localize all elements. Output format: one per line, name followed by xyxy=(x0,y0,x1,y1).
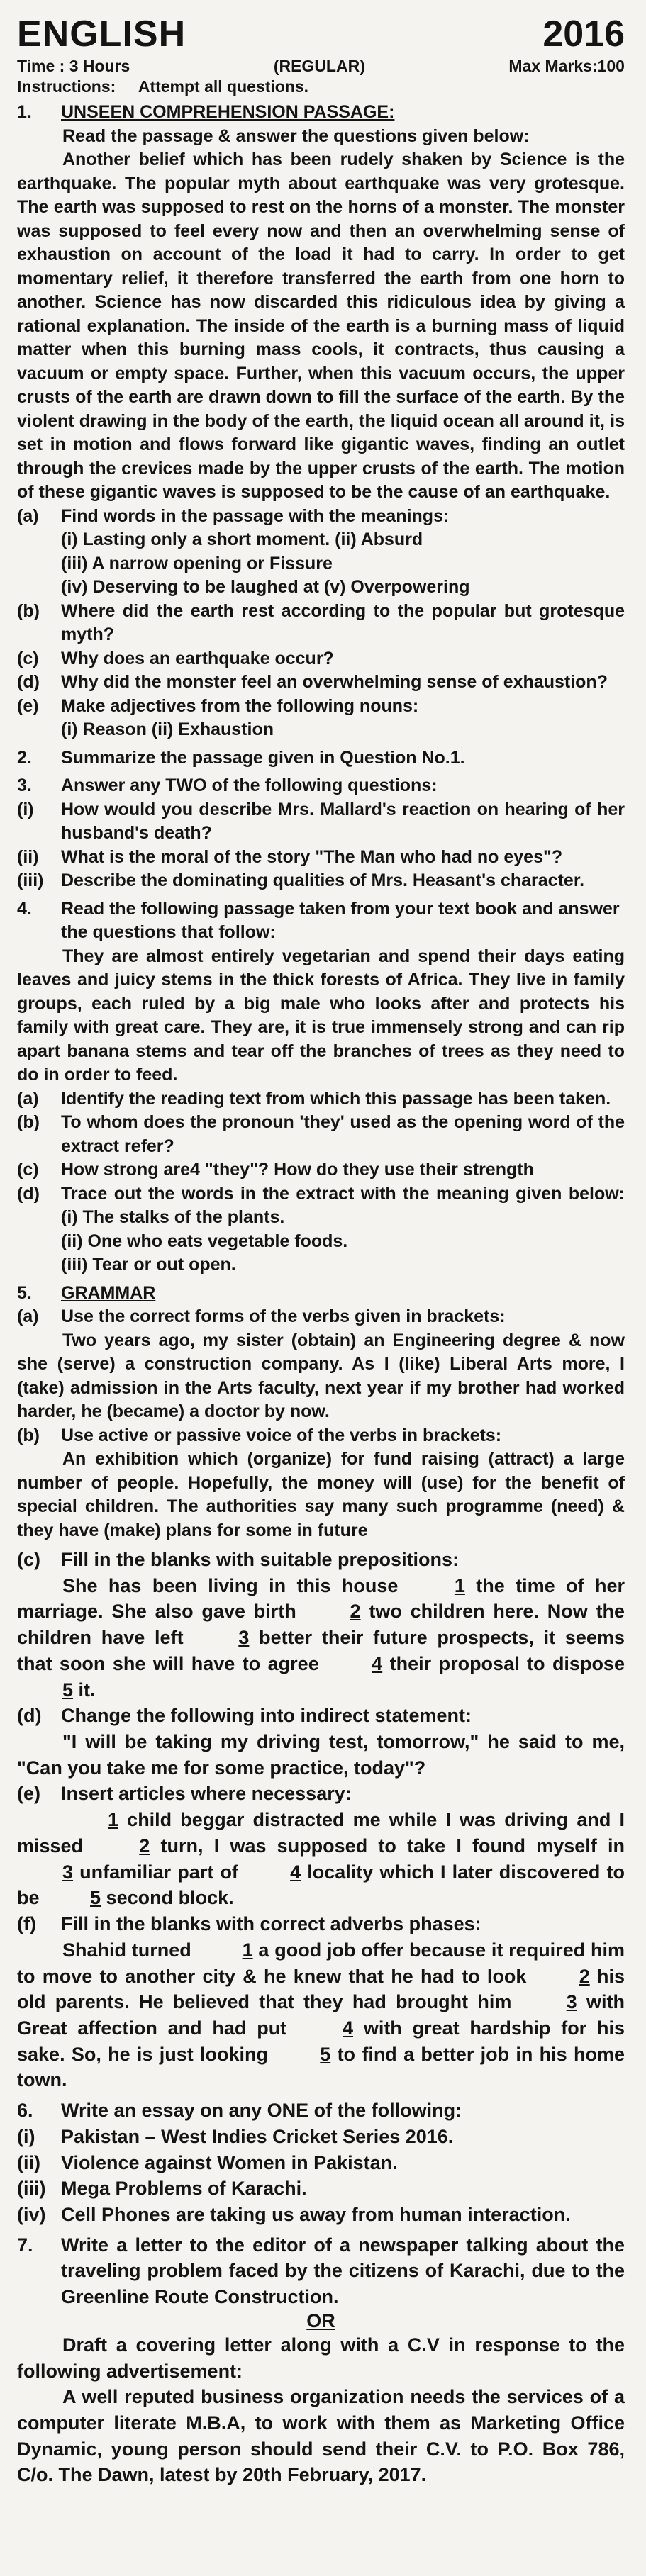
blank-number: 2 xyxy=(579,1965,590,1987)
max-marks: Max Marks:100 xyxy=(508,57,625,75)
item-label: (i) xyxy=(17,2125,35,2147)
item-text: Violence against Women in Pakistan. xyxy=(61,2151,398,2173)
passage-text: unfamiliar part of xyxy=(79,1861,238,1883)
blank-number: 1 xyxy=(242,1939,253,1961)
item-label: (iii) xyxy=(17,870,44,890)
passage-text: with Great affection and had put xyxy=(17,1991,625,2039)
item-text: How would you describe Mrs. Mallard's reaction on hearing of her husband's death? xyxy=(61,799,625,843)
blank-number: 5 xyxy=(320,2043,331,2065)
q6-item xyxy=(17,2124,625,2150)
question-2 xyxy=(17,746,625,771)
q4-passage: They are almost entirely vegetarian and spend their days eating leaves and juicy stems in the thick forests of Africa. They live in family groups, each ruled by a big male who looks after and protects his family with great care. They are, it is true immensely strong and can rip apart banana stems and tear off the branches of trees as they need to do in order to feed. xyxy=(17,946,625,1085)
question-5-heading xyxy=(17,1282,625,1306)
part-text: Identify the reading text from which this passage has been taken. xyxy=(61,1088,611,1109)
question-number: 3. xyxy=(17,775,32,795)
part-label: (c) xyxy=(17,1160,39,1180)
q1-part-d xyxy=(17,671,625,695)
part-label: (e) xyxy=(17,1783,40,1805)
item-text: Pakistan – West Indies Cricket Series 2016. xyxy=(61,2125,454,2147)
instructions xyxy=(17,77,625,96)
passage-text: Shahid turned xyxy=(62,1939,191,1961)
q3-item xyxy=(17,869,625,893)
part-text: Fill in the blanks with correct adverbs phases: xyxy=(61,1913,481,1935)
passage-text: child beggar distracted me while I was driving and I missed xyxy=(17,1809,625,1857)
blank-number: 5 xyxy=(62,1679,74,1701)
paper-meta xyxy=(17,57,625,76)
q3-item xyxy=(17,798,625,846)
item-label: (i) xyxy=(17,799,34,819)
q1-a-option xyxy=(17,576,625,600)
option-text: (iv) Deserving to be laughed at (v) Overpowering xyxy=(61,577,470,597)
q4-part-a xyxy=(17,1087,625,1111)
q5-part-a xyxy=(17,1305,625,1329)
item-label: (ii) xyxy=(17,846,39,867)
q7-alternative: Draft a covering letter along with a C.V in response to the following advertisement: xyxy=(17,2334,625,2382)
question-1-heading xyxy=(17,101,625,125)
q3-item xyxy=(17,846,625,870)
blank-number: 3 xyxy=(566,1991,577,2013)
question-number: 1. xyxy=(17,102,32,122)
passage-text: it. xyxy=(78,1679,96,1701)
blank-number: 1 xyxy=(454,1574,465,1596)
blank-number: 3 xyxy=(238,1627,250,1649)
part-label: (e) xyxy=(17,695,39,716)
question-title: GRAMMAR xyxy=(61,1282,156,1303)
part-text: Insert articles where necessary: xyxy=(61,1783,352,1805)
question-text: Answer any TWO of the following questions: xyxy=(61,775,438,795)
q5-e-passage xyxy=(17,1807,625,1911)
part-text: Make adjectives from the following nouns: xyxy=(61,695,419,716)
option-text: (iii) Tear or out open. xyxy=(61,1255,236,1275)
part-text: Why does an earthquake occur? xyxy=(61,648,334,668)
or-separator: OR xyxy=(306,2309,335,2331)
part-label: (b) xyxy=(17,600,40,621)
time-label: Time : 3 Hours xyxy=(17,57,130,75)
q1-a-option xyxy=(17,552,625,576)
blank-number: 4 xyxy=(290,1861,301,1883)
part-label: (d) xyxy=(17,1705,42,1727)
question-number: 4. xyxy=(17,898,32,919)
item-text: Cell Phones are taking us away from human interaction. xyxy=(61,2203,571,2225)
q1-part-b xyxy=(17,600,625,647)
q5-part-e xyxy=(17,1781,625,1807)
passage-text: better their future prospects, it seems that soon she will have to agree xyxy=(17,1627,625,1674)
paper-header xyxy=(17,13,625,55)
q1-a-option xyxy=(17,528,625,552)
part-label: (d) xyxy=(17,1183,40,1204)
subject-title: ENGLISH xyxy=(17,13,186,55)
q4-part-d xyxy=(17,1182,625,1230)
item-text: Mega Problems of Karachi. xyxy=(61,2178,307,2200)
item-text: What is the moral of the story "The Man who had no eyes"? xyxy=(61,846,563,867)
blank-number: 2 xyxy=(139,1835,150,1857)
part-label: (d) xyxy=(17,672,40,692)
part-label: (b) xyxy=(17,1112,40,1132)
blank-number: 2 xyxy=(350,1601,361,1623)
q5-part-c xyxy=(17,1547,625,1573)
q1-intro: Read the passage & answer the questions given below: xyxy=(62,125,530,146)
option-text: (iii) A narrow opening or Fissure xyxy=(61,553,333,573)
part-text: Use the correct forms of the verbs given in brackets: xyxy=(61,1306,506,1326)
q4-d-option xyxy=(17,1253,625,1277)
q5-part-f xyxy=(17,1911,625,1937)
passage-text: She has been living in this house xyxy=(62,1574,399,1596)
item-label: (iii) xyxy=(17,2178,46,2200)
option-text: (i) Lasting only a short moment. (ii) Absurd xyxy=(61,530,423,549)
q5-c-passage xyxy=(17,1573,625,1703)
passage-text: his old parents. He believed that they had brought him xyxy=(17,1965,625,2013)
option-text: (ii) One who eats vegetable foods. xyxy=(61,1231,348,1251)
part-text: Fill in the blanks with suitable prepositions: xyxy=(61,1549,460,1570)
q5-d-passage: "I will be taking my driving test, tomorrow," he said to me, "Can you take me for some practice, today"? xyxy=(17,1731,625,1779)
question-title: UNSEEN COMPREHENSION PASSAGE: xyxy=(61,102,395,122)
q6-item xyxy=(17,2202,625,2228)
paper-type: (REGULAR) xyxy=(273,57,365,75)
exam-year: 2016 xyxy=(542,13,625,55)
q4-part-b xyxy=(17,1111,625,1158)
passage-text: to find a better job in his home town. xyxy=(17,2043,625,2091)
part-label: (a) xyxy=(17,505,39,526)
blank-number: 1 xyxy=(108,1809,119,1831)
question-text: Summarize the passage given in Question No.1. xyxy=(61,747,465,768)
q7-advertisement: A well reputed business organization needs the services of a computer literate M.B.A, to work with them as Marketing Office Dynamic, young person should send their C.V. to P.O. Box 786, C/o. The Dawn, latest by 20th February, 2017. xyxy=(17,2386,625,2486)
question-number: 5. xyxy=(17,1282,32,1303)
q6-item xyxy=(17,2175,625,2202)
q4-d-option xyxy=(17,1230,625,1254)
part-text: To whom does the pronoun 'they' used as the opening word of the extract refer? xyxy=(61,1112,625,1156)
part-label: (a) xyxy=(17,1306,39,1326)
q6-item xyxy=(17,2150,625,2176)
part-text: Use active or passive voice of the verbs in brackets: xyxy=(61,1425,502,1445)
part-text: Find words in the passage with the meanings: xyxy=(61,505,450,526)
q1-part-a xyxy=(17,505,625,529)
q5-part-b xyxy=(17,1424,625,1448)
question-number: 7. xyxy=(17,2234,33,2256)
part-label: (b) xyxy=(17,1425,40,1445)
blank-number: 4 xyxy=(372,1652,383,1674)
part-label: (c) xyxy=(17,1549,40,1570)
question-number: 2. xyxy=(17,747,32,768)
option-text: (i) Reason (ii) Exhaustion xyxy=(61,719,274,739)
blank-number: 3 xyxy=(62,1861,74,1883)
part-text: Why did the monster feel an overwhelming sense of exhaustion? xyxy=(61,672,608,692)
q5-part-d xyxy=(17,1703,625,1729)
question-number: 6. xyxy=(17,2100,33,2122)
part-text: How strong are4 "they"? How do they use their strength xyxy=(61,1160,534,1180)
q1-part-c xyxy=(17,647,625,671)
passage-text: locality which I later discovered to be xyxy=(17,1861,625,1909)
q1-e-options xyxy=(17,718,625,742)
passage-text: with great hardship for his sake. So, he is just looking xyxy=(17,2017,625,2065)
passage-text: second block. xyxy=(106,1887,234,1909)
part-text: Trace out the words in the extract with the meaning given below: (i) The stalks of the plants. xyxy=(61,1183,625,1227)
question-text: Write a letter to the editor of a newspaper talking about the traveling problem faced by the citizens of Karachi, due to the Greenline Route Construction. xyxy=(61,2234,625,2308)
question-text: Write an essay on any ONE of the following: xyxy=(61,2100,462,2122)
passage-text: the time of her marriage. She also gave birth xyxy=(17,1574,625,1623)
blank-number: 5 xyxy=(90,1887,101,1909)
q5-a-passage: Two years ago, my sister (obtain) an Engineering degree & now she (serve) a construction company. As I (like) Liberal Arts more, I (take) admission in the Arts faculty, next year if my brother had worked harder, he (became) a doctor by now. xyxy=(17,1330,625,1421)
q5-b-passage: An exhibition which (organize) for fund raising (attract) a large number of people. Hopefully, the money will (use) for the benefit of special children. The authorities say many such programme (need) & they have (make) plans for some in future xyxy=(17,1449,625,1540)
q5-f-passage xyxy=(17,1937,625,2093)
passage-text: their proposal to dispose xyxy=(389,1652,625,1674)
passage-text: turn, I was supposed to take I found myself in xyxy=(160,1835,625,1857)
passage-text: a good job offer because it required him to move to another city & he knew that he had to look xyxy=(17,1939,625,1987)
blank-number: 4 xyxy=(342,2017,354,2039)
part-label: (c) xyxy=(17,648,39,668)
question-text: Read the following passage taken from your text book and answer the questions that follow: xyxy=(61,898,620,942)
instructions-text: Attempt all questions. xyxy=(138,77,309,96)
q1-passage: Another belief which has been rudely shaken by Science is the earthquake. The popular myth about earthquake was very grotesque. The earth was supposed to rest on the horns of a monster. The monster was supposed to feel every now and then an overwhelming sense of exhaustion on account of the load it had to carry. In order to get momentary relief, it therefore transferred the earth from one horn to another. Science has now discarded this ridiculous idea by giving a rational explanation. The inside of the earth is a burning mass of liquid matter when this burning mass cools, it contracts, thus causing a vacuum or empty space. Further, when this vacuum occurs, the upper crusts of the earth are drawn down to fill the surface of the earth. By the violent drawing in the body of the earth, the liquid ocean all around it, is set in motion and flows forward like gigantic waves, finding an outlet through the crevices made by the upper crusts of the earth. The motion of these gigantic waves is supposed to be the cause of an earthquake. xyxy=(17,150,625,502)
question-4 xyxy=(17,897,625,945)
q4-part-c xyxy=(17,1158,625,1182)
question-3 xyxy=(17,774,625,798)
part-label: (a) xyxy=(17,1088,39,1109)
item-label: (ii) xyxy=(17,2151,40,2173)
question-6 xyxy=(17,2098,625,2124)
item-text: Describe the dominating qualities of Mrs. Heasant's character. xyxy=(61,870,585,890)
q1-part-e xyxy=(17,695,625,719)
item-label: (iv) xyxy=(17,2203,46,2225)
question-7 xyxy=(17,2232,625,2310)
part-label: (f) xyxy=(17,1913,36,1935)
lower-section xyxy=(17,1542,625,2488)
instructions-label: Instructions: xyxy=(17,77,116,96)
part-text: Where did the earth rest according to the popular but grotesque myth? xyxy=(61,600,625,644)
passage-text: two children here. Now the children have left xyxy=(17,1601,625,1649)
part-text: Change the following into indirect statement: xyxy=(61,1705,472,1727)
